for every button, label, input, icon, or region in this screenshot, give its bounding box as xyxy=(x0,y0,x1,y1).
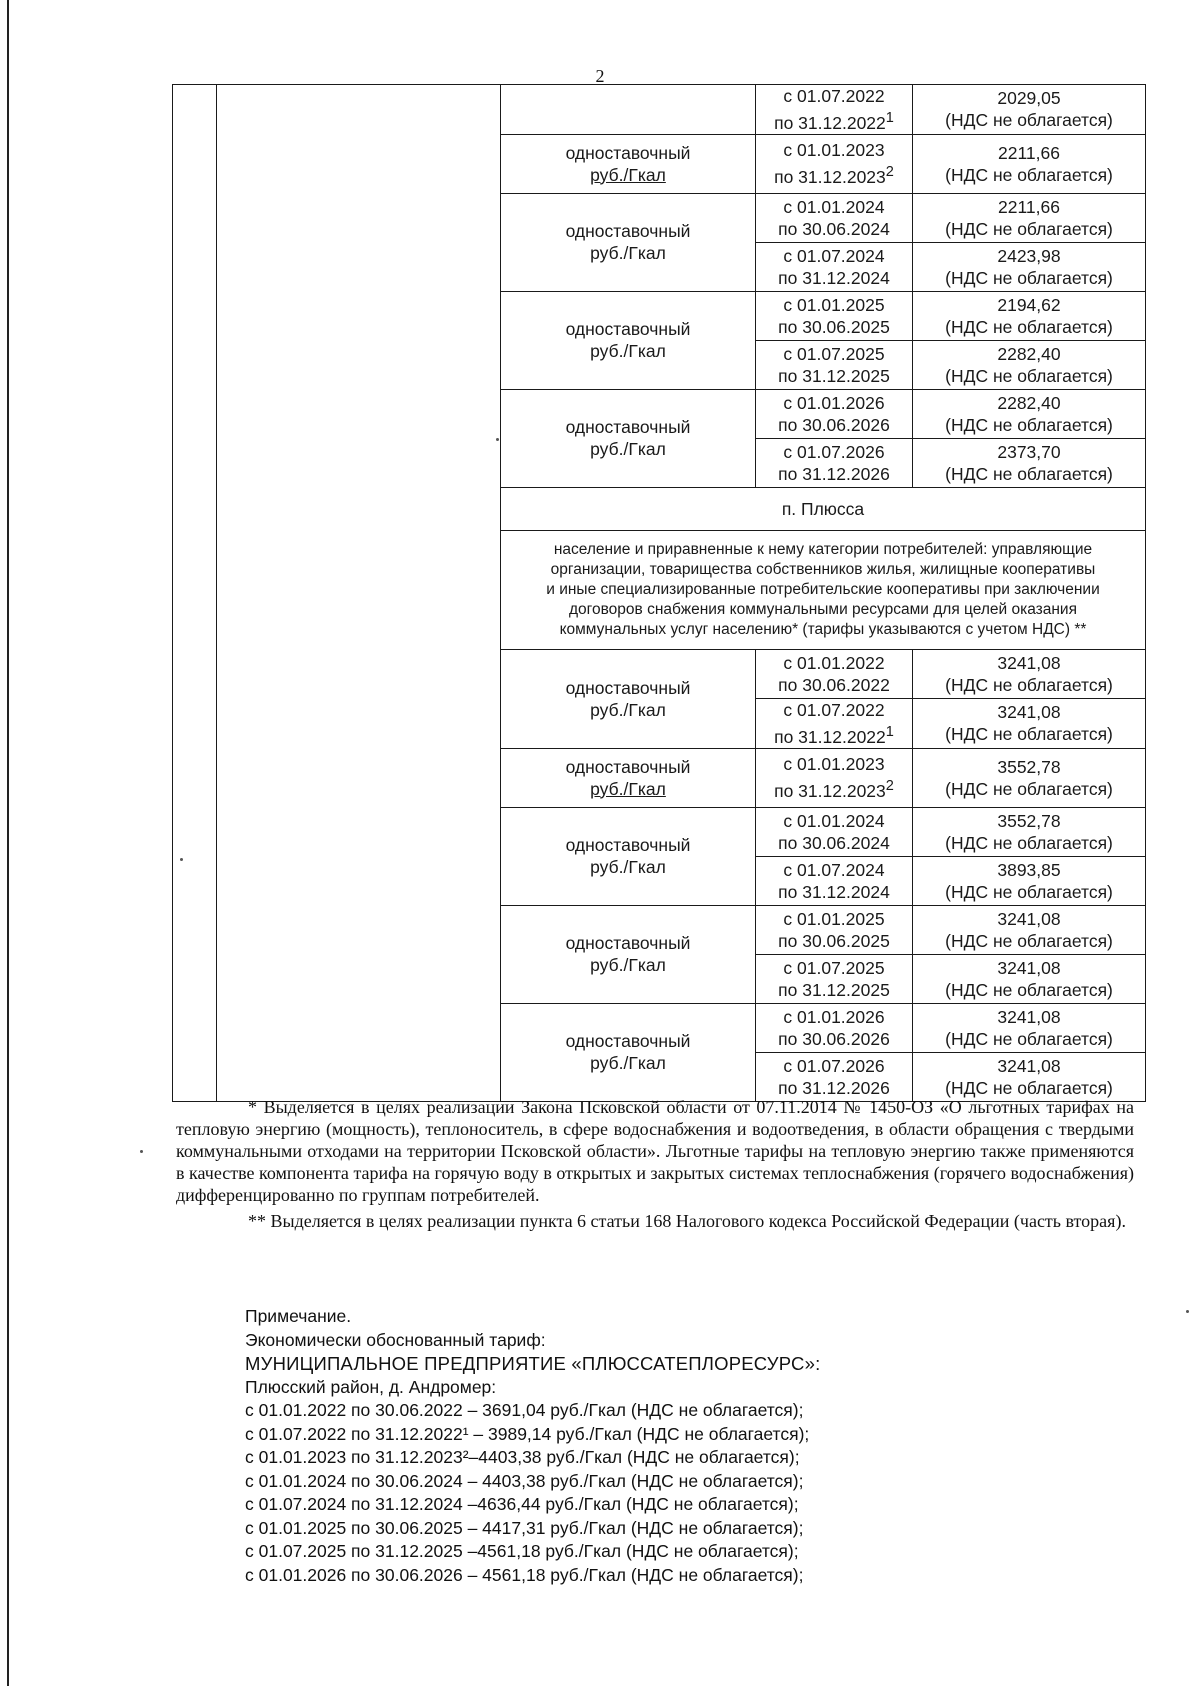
period-to: по 30.06.2024 xyxy=(778,218,890,239)
blank-column-a xyxy=(173,85,217,1102)
consumer-category-line: организации, товарищества собственников жилья, жилищные кооперативы xyxy=(550,560,1096,578)
tariff-type: одноставочный xyxy=(565,1031,691,1052)
tariff-value-cell xyxy=(913,1052,1146,1101)
period-to: по 31.12.2023$^2$ xyxy=(774,778,894,802)
tariff-value: 3241,08 xyxy=(997,957,1061,978)
tariff-type-cell xyxy=(501,1003,756,1101)
tariff-type-cell xyxy=(501,649,756,748)
tariff-type: одноставочный xyxy=(565,835,691,856)
period-cell xyxy=(756,748,913,807)
period-cell xyxy=(756,291,913,340)
note-tariff-line: с 01.01.2025 по 30.06.2025 – 4417,31 руб./Гкал (НДС не облагается); xyxy=(245,1517,804,1538)
tariff-unit: руб./Гкал xyxy=(590,699,666,720)
footnote-double-star: ** Выделяется в целях реализации пункта 6 статьи 168 Налогового кодекса Российской Федерации (часть вторая). xyxy=(248,1211,1126,1231)
tariff-value-cell xyxy=(913,748,1146,807)
tariff-value: 2211,66 xyxy=(998,142,1060,163)
note-tariff-line: с 01.01.2026 по 30.06.2026 – 4561,18 руб./Гкал (НДС не облагается); xyxy=(245,1564,804,1585)
period-from: с 01.01.2026 xyxy=(783,392,885,413)
consumer-category-line: население и приравненные к нему категории потребителей: управляющие xyxy=(553,540,1093,558)
period-to: по 31.12.2023$^2$ xyxy=(774,164,894,188)
tariff-unit: руб./Гкал xyxy=(590,439,666,460)
period-to: по 30.06.2022 xyxy=(778,674,890,695)
tariff-type-cell xyxy=(501,389,756,487)
tariff-type-cell xyxy=(501,291,756,389)
vat-note: (НДС не облагается) xyxy=(945,674,1113,695)
period-from: с 01.07.2024 xyxy=(783,245,885,266)
vat-note: (НДС не облагается) xyxy=(945,1028,1113,1049)
period-cell xyxy=(756,242,913,291)
tariff-value: 2282,40 xyxy=(997,392,1061,413)
vat-note: (НДС не облагается) xyxy=(945,832,1113,853)
vat-note: (НДС не облагается) xyxy=(945,724,1113,745)
tariff-value-cell xyxy=(913,954,1146,1003)
period-cell xyxy=(756,389,913,438)
vat-note: (НДС не облагается) xyxy=(945,463,1113,484)
consumer-category-line: договоров снабжения коммунальными ресурсами для целей оказания xyxy=(569,600,1077,618)
vat-note: (НДС не облагается) xyxy=(945,778,1113,799)
period-to: по 30.06.2025 xyxy=(778,930,890,951)
tariff-type-cell xyxy=(501,807,756,905)
tariff-value: 2211,66 xyxy=(998,196,1060,217)
tariff-value: 3893,85 xyxy=(997,859,1061,880)
tariff-type: одноставочный xyxy=(565,933,691,954)
period-from: с 01.07.2026 xyxy=(783,441,885,462)
consumer-category xyxy=(501,530,1146,649)
tariff-value-cell xyxy=(913,698,1146,748)
tariff-value-cell xyxy=(913,85,1146,135)
tariff-type: одноставочный xyxy=(565,319,691,340)
period-from: с 01.01.2025 xyxy=(783,294,885,315)
vat-note: (НДС не облагается) xyxy=(945,218,1113,239)
note-tariff-line: с 01.07.2024 по 31.12.2024 –4636,44 руб./Гкал (НДС не облагается); xyxy=(245,1494,799,1514)
tariff-type-cell xyxy=(501,134,756,193)
tariff-table xyxy=(172,84,1146,1102)
period-from: с 01.07.2024 xyxy=(783,859,885,880)
tariff-type: одноставочный xyxy=(565,677,691,698)
period-to: по 30.06.2026 xyxy=(778,414,890,435)
period-from: с 01.07.2026 xyxy=(783,1055,885,1076)
consumer-category-line: и иные специализированные потребительские кооперативы при заключении xyxy=(546,580,1100,598)
period-from: с 01.01.2025 xyxy=(783,908,885,929)
period-from: с 01.01.2024 xyxy=(783,810,885,831)
vat-note: (НДС не облагается) xyxy=(945,164,1113,185)
period-from: с 01.07.2025 xyxy=(783,343,885,364)
scan-speck xyxy=(1186,1310,1189,1313)
scan-edge xyxy=(7,0,9,1686)
tariff-unit: руб./Гкал xyxy=(590,778,666,799)
vat-note: (НДС не облагается) xyxy=(945,979,1113,1000)
period-to: по 31.12.2026 xyxy=(778,1077,890,1098)
period-cell xyxy=(756,856,913,905)
footnote-single-star: * Выделяется в целях реализации Закона Псковской области от 07.11.2014 № 1450-ОЗ «О льготных тарифах на тепловую энергию (мощность), теплоноситель, в сфере водоснабжения и водоотведения, в области обращения с твердыми коммунальными отходами на территории Псковской области». Льготные тарифы на тепловую энергию также применяются в качестве компонента тарифа на горячую воду в открытых и закрытых системах теплоснабжения (горячего водоснабжения) дифференцированно по группам потребителей. xyxy=(176,1097,1134,1205)
period-from: с 01.07.2022 xyxy=(783,699,885,720)
tariff-type-cell xyxy=(501,193,756,291)
tariff-value: 2282,40 xyxy=(997,343,1061,364)
period-cell xyxy=(756,134,913,193)
period-from: с 01.01.2022 xyxy=(783,652,885,673)
page-number: 2 xyxy=(595,66,605,86)
vat-note: (НДС не облагается) xyxy=(945,316,1113,337)
tariff-value-cell xyxy=(913,242,1146,291)
period-from: с 01.01.2024 xyxy=(783,196,885,217)
scan-speck xyxy=(140,1150,143,1153)
note-subheading: Экономически обоснованный тариф: xyxy=(245,1329,546,1350)
tariff-value: 2029,05 xyxy=(997,88,1061,109)
period-cell xyxy=(756,905,913,954)
period-to: по 30.06.2026 xyxy=(778,1028,890,1049)
tariff-value: 3241,08 xyxy=(997,1055,1061,1076)
period-to: по 31.12.2024 xyxy=(778,881,890,902)
vat-note: (НДС не облагается) xyxy=(945,414,1113,435)
tariff-unit: руб./Гкал xyxy=(590,1053,666,1074)
tariff-value-cell xyxy=(913,649,1146,698)
note-lines xyxy=(245,1399,1125,1587)
tariff-unit: руб./Гкал xyxy=(590,164,666,185)
consumer-category-line: коммунальных услуг населению* (тарифы указываются с учетом НДС) ** xyxy=(559,620,1087,638)
tariff-type: одноставочный xyxy=(565,417,691,438)
tariff-value-cell xyxy=(913,438,1146,487)
note-section xyxy=(245,1305,1125,1587)
tariff-value: 3241,08 xyxy=(997,702,1061,723)
empty-type-cell xyxy=(501,85,756,135)
tariff-value-cell xyxy=(913,291,1146,340)
period-to: по 31.12.2022$^1$ xyxy=(774,110,894,133)
period-from: с 01.01.2023 xyxy=(783,754,885,775)
vat-note: (НДС не облагается) xyxy=(945,267,1113,288)
vat-note: (НДС не облагается) xyxy=(945,1077,1113,1098)
tariff-type-cell xyxy=(501,748,756,807)
note-tariff-line: с 01.07.2022 по 31.12.2022¹ – 3989,14 руб./Гкал (НДС не облагается); xyxy=(245,1423,810,1444)
period-cell xyxy=(756,340,913,389)
note-tariff-line: с 01.07.2025 по 31.12.2025 –4561,18 руб./Гкал (НДС не облагается); xyxy=(245,1541,799,1561)
tariff-value: 3552,78 xyxy=(997,756,1061,777)
period-to: по 31.12.2022$^1$ xyxy=(774,723,894,747)
period-from: с 01.07.2025 xyxy=(783,957,885,978)
period-cell xyxy=(756,85,913,135)
note-tariff-line: с 01.01.2022 по 30.06.2022 – 3691,04 руб./Гкал (НДС не облагается); xyxy=(245,1400,804,1420)
tariff-value-cell xyxy=(913,193,1146,242)
period-to: по 31.12.2024 xyxy=(778,267,890,288)
period-to: по 30.06.2025 xyxy=(778,316,890,337)
period-to: по 31.12.2025 xyxy=(778,979,890,1000)
blank-column-b xyxy=(217,85,501,1102)
tariff-value: 3241,08 xyxy=(997,652,1061,673)
tariff-type: одноставочный xyxy=(565,756,691,777)
tariff-value: 2423,98 xyxy=(997,245,1061,266)
tariff-value-cell xyxy=(913,340,1146,389)
note-tariff-line: с 01.01.2023 по 31.12.2023²–4403,38 руб./Гкал (НДС не облагается); xyxy=(245,1447,800,1467)
place-name: п. Плюсса xyxy=(501,487,1146,530)
tariff-value-cell xyxy=(913,134,1146,193)
note-organization: МУНИЦИПАЛЬНОЕ ПРЕДПРИЯТИЕ «ПЛЮССАТЕПЛОРЕСУРС»: xyxy=(245,1353,821,1374)
tariff-value: 2373,70 xyxy=(997,441,1061,462)
vat-note: (НДС не облагается) xyxy=(945,365,1113,386)
period-cell xyxy=(756,649,913,698)
tariff-unit: руб./Гкал xyxy=(590,341,666,362)
tariff-type: одноставочный xyxy=(565,221,691,242)
period-from: с 01.01.2023 xyxy=(783,140,885,161)
tariff-value: 3552,78 xyxy=(997,810,1061,831)
tariff-value-cell xyxy=(913,389,1146,438)
period-cell xyxy=(756,1003,913,1052)
period-cell xyxy=(756,954,913,1003)
tariff-unit: руб./Гкал xyxy=(590,243,666,264)
note-location: Плюсский район, д. Андромер: xyxy=(245,1376,497,1397)
tariff-value: 3241,08 xyxy=(997,1006,1061,1027)
period-from: с 01.07.2022 xyxy=(783,86,885,106)
tariff-value: 3241,08 xyxy=(997,908,1061,929)
tariff-unit: руб./Гкал xyxy=(590,955,666,976)
tariff-value-cell xyxy=(913,856,1146,905)
period-cell xyxy=(756,698,913,748)
note-heading: Примечание. xyxy=(245,1306,352,1326)
tariff-type-cell xyxy=(501,905,756,1003)
period-cell xyxy=(756,1052,913,1101)
period-to: по 31.12.2026 xyxy=(778,463,890,484)
period-to: по 31.12.2025 xyxy=(778,365,890,386)
tariff-type: одноставочный xyxy=(565,142,691,163)
tariff-value: 2194,62 xyxy=(997,294,1061,315)
tariff-value-cell xyxy=(913,905,1146,954)
period-cell xyxy=(756,807,913,856)
vat-note: (НДС не облагается) xyxy=(945,930,1113,951)
footnotes xyxy=(176,1096,1134,1236)
vat-note: (НДС не облагается) xyxy=(945,881,1113,902)
period-to: по 30.06.2024 xyxy=(778,832,890,853)
tariff-value-cell xyxy=(913,1003,1146,1052)
tariff-unit: руб./Гкал xyxy=(590,857,666,878)
period-cell xyxy=(756,438,913,487)
note-tariff-line: с 01.01.2024 по 30.06.2024 – 4403,38 руб./Гкал (НДС не облагается); xyxy=(245,1470,804,1491)
period-from: с 01.01.2026 xyxy=(783,1006,885,1027)
period-cell xyxy=(756,193,913,242)
tariff-value-cell xyxy=(913,807,1146,856)
vat-note: (НДС не облагается) xyxy=(945,110,1113,131)
